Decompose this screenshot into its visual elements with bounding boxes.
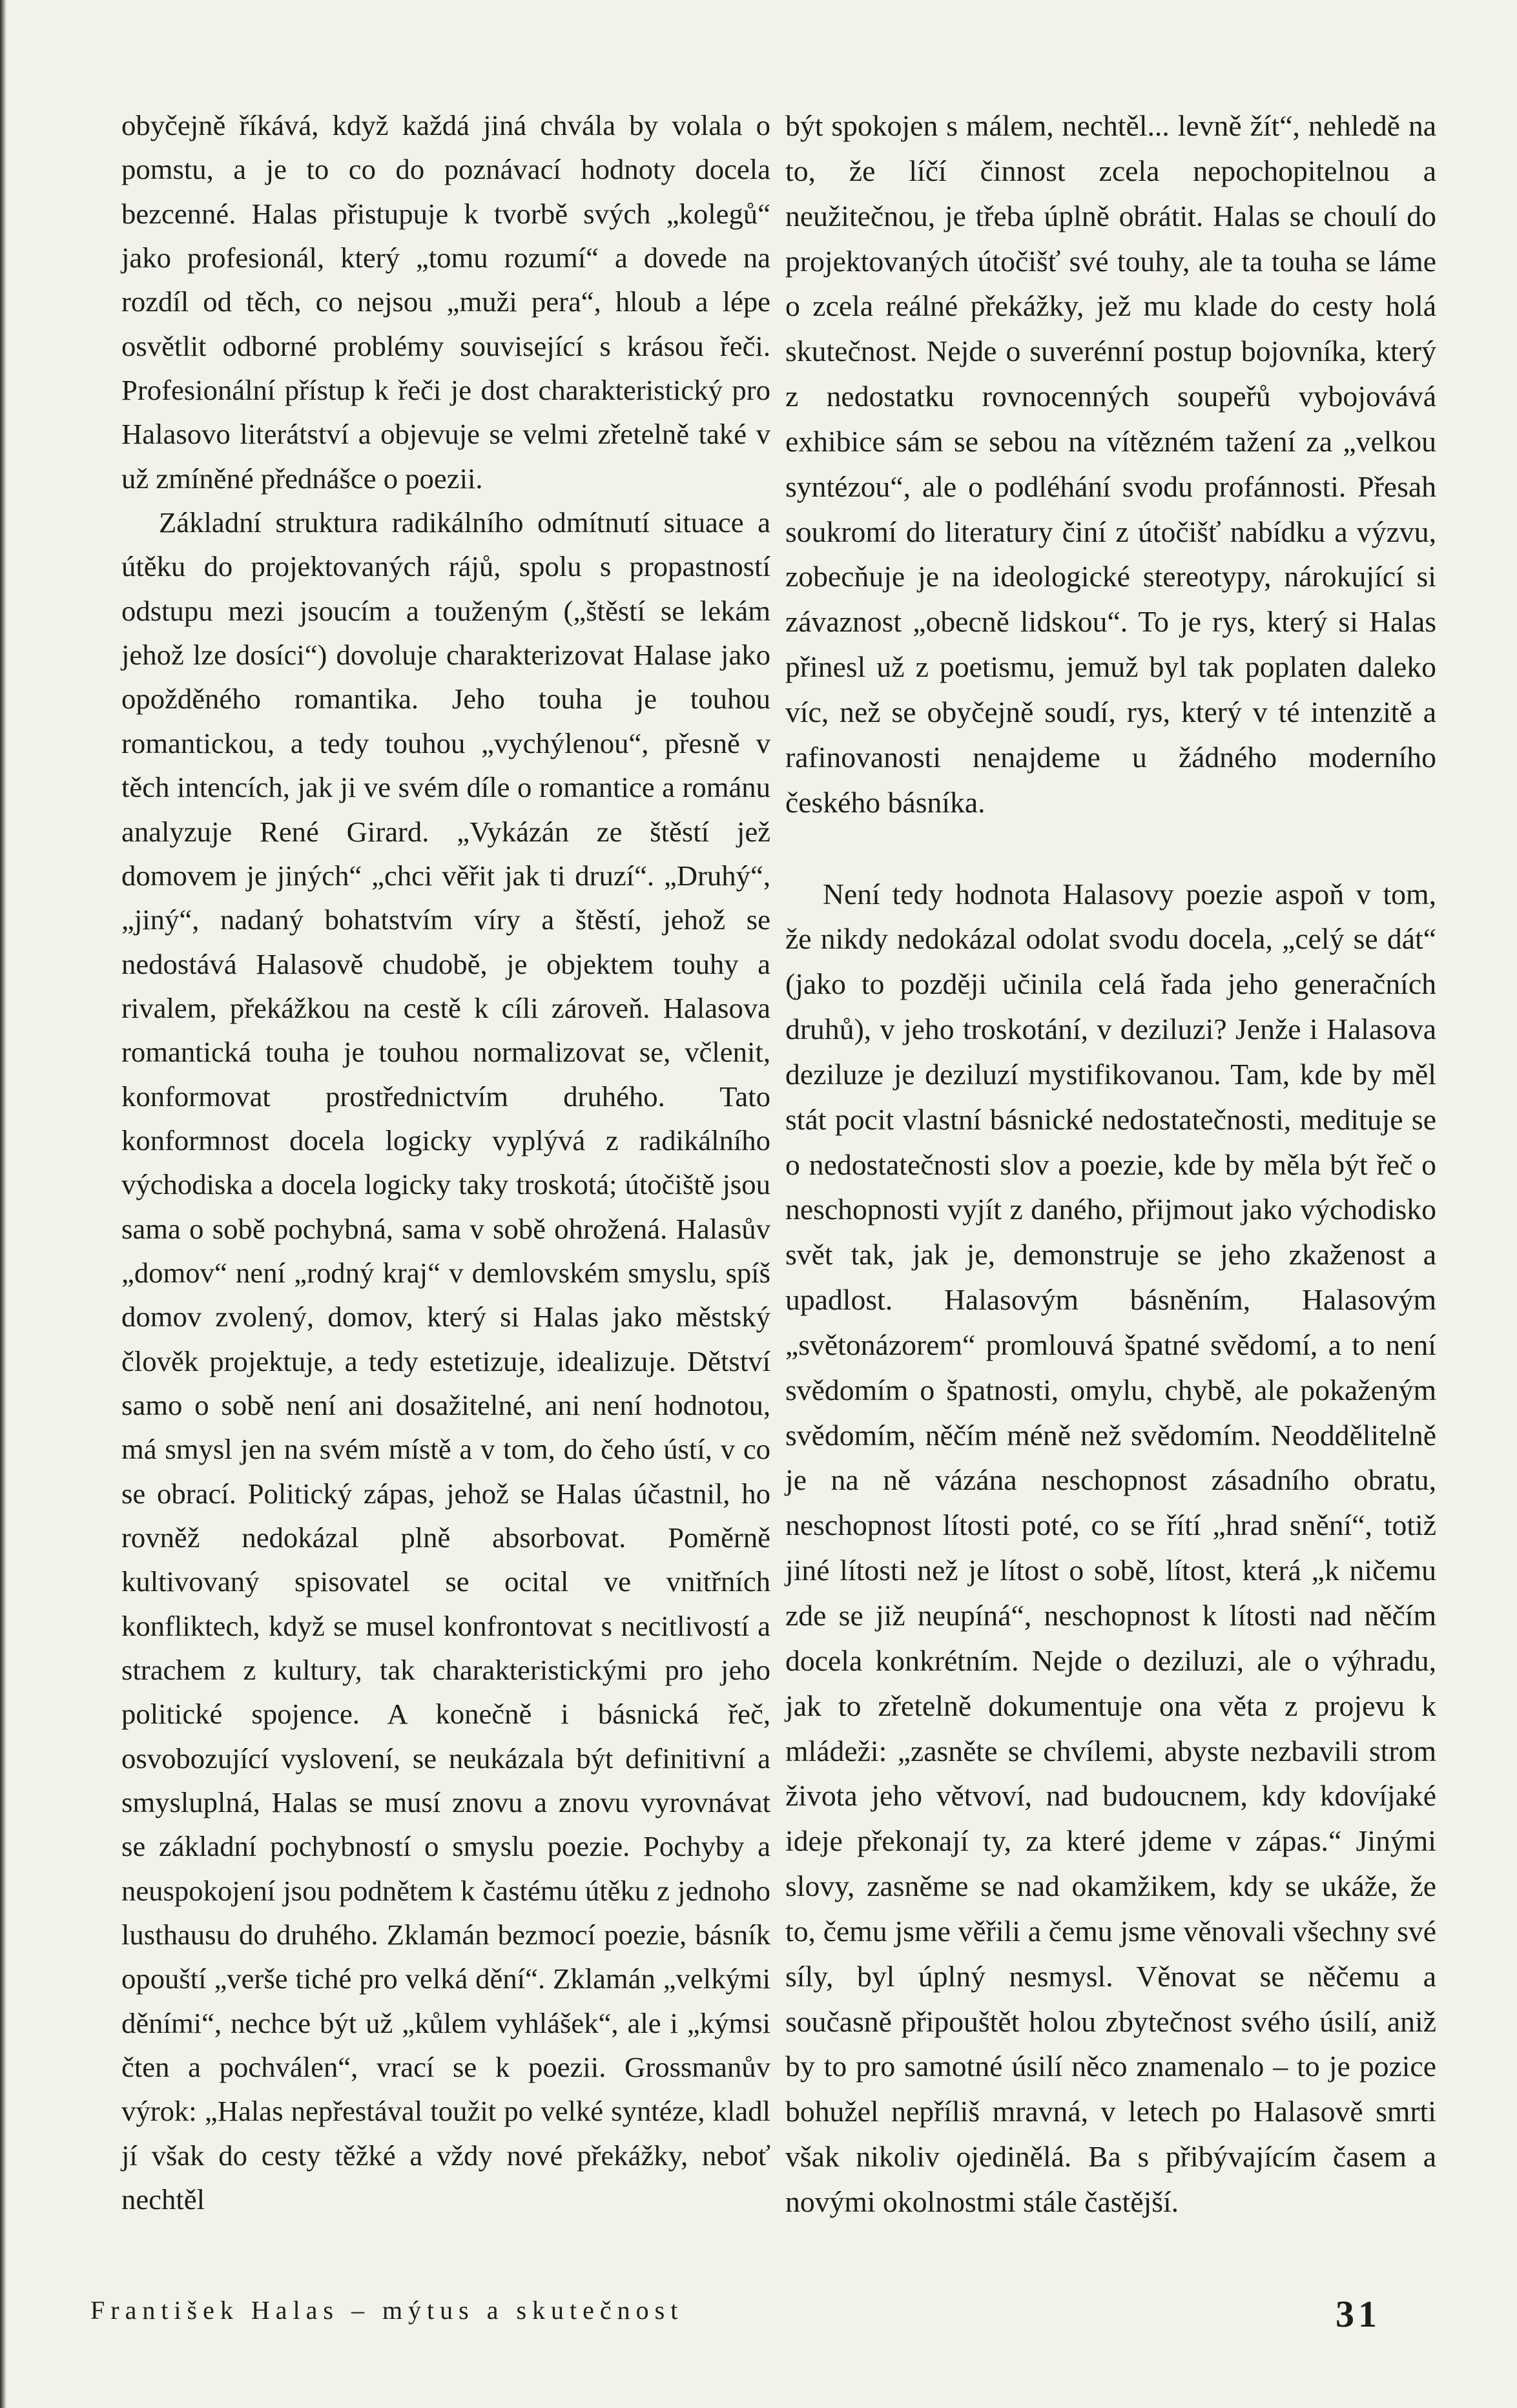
page-number: 31	[1336, 2293, 1381, 2335]
left-text-column	[121, 103, 770, 2222]
right-paragraph-2: Není tedy hodnota Halasovy poezie aspoň v tom, že nikdy nedokázal odolat svodu docela, „celý se dát“ (jako to později učinila celá řada jeho generačních druhů), v jeho troskotání, v deziluzi? Jenže i Halasova deziluze je deziluzí mystifikovanou. Tam, kde by měl stát pocit vlastní básnické nedostatečnosti, meditujе se o nedostatečnosti slov a poezie, kde by měla být řeč o neschopnosti vyjít z daného, přijmout jako východisko svět tak, jak je, demonstruje se jeho zkaženost a upadlost. Halasovým básněním, Halasovým „světonázorem“ promlouvá špatné svědomí, a to není svědomím o špatnosti, omylu, chybě, ale pokaženým svědomím, něčím méně než svědomím. Neoddělitelně je na ně vázána neschopnost zásadního obratu, neschopnost lítosti poté, co se řítí „hrad snění“, totiž jiné lítosti než je lítost o sobě, lítost, která „k ničemu zde se již neupíná“, neschopnost k lítosti nad něčím docela konkrétním. Nejde o deziluzi, ale o výhradu, jak to zřetelně dokumentuje ona věta z projevu k mládeži: „zasněte se chvílemi, abyste nezbavili strom života jeho větvoví, nad budoucnem, kdy kdovíjaké ideje překonají ty, za které jdeme v zápas.“ Jinými slovy, zasněme se nad okamžikem, kdy se ukáže, že to, čemu jsme věřili a čemu jsme věnovali všechny své síly, byl úplný nesmysl. Věnovat se něčemu a současně připouštět holou zbytečnost svého úsilí, aniž by to pro samotné úsilí něco znamenalo – to je pozice bohužel nepříliš mravná, v letech po Halasově smrti však nikoliv ojedinělá. Ba s přibývajícím časem a novými okolnostmi stále častější.	[785, 877, 1436, 2218]
right-text-column	[785, 103, 1436, 2225]
right-paragraph-1: být spokojen s málem, nechtěl... levně žít“, nehledě na to, že líčí činnost zcela nepochopitelnou a neužitečnou, je třeba úplně obrátit. Halas se choulí do projektovaných útočišť své touhy, ale ta touha se láme o zcela reálné překážky, jež mu klade do cesty holá skutečnost. Nejde o suverénní postup bojovníka, který z nedostatku rovnocenných soupeřů vybojovává exhibice sám se sebou na vítězném tažení za „velkou syntézou“, ale o podléhání svodu profánnosti. Přesah soukromí do literatury činí z útočišť nabídku a výzvu, zobecňuje je na ideologické stereotypy, nárokující si závaznost „obecně lidskou“. To je rys, který si Halas přinesl už z poetismu, jemuž byl tak poplaten daleko víc, než se obyčejně soudí, rys, který v té intenzitě a rafinovanosti nenajdeme u žádného moderního českého básníka.	[785, 109, 1436, 819]
page-edge-shadow	[0, 0, 6, 2408]
left-paragraph-2: Základní struktura radikálního odmítnutí situace a útěku do projektovaných rájů, spolu s propastností odstupu mezi jsoucím a touženým („štěstí se lekám jehož lze dosíci“) dovoluje charakterizovat Halase jako opožděného romantika. Jeho touha je touhou romantickou, a tedy touhou „vychýlenou“, přesně v těch intencích, jak ji ve svém díle o romantice a románu analyzuje René Girard. „Vykázán ze štěstí jež domovem je jiných“ „chci věřit jak ti druzí“. „Druhý“, „jiný“, nadaný bohatstvím víry a štěstí, jehož se nedostává Halasově chudobě, je objektem touhy a rivalem, překážkou na cestě k cíli zároveň. Halasova romantická touha je touhou normalizovat se, včlenit, konformovat prostřednictvím druhého. Tato konformnost docela logicky vyplývá z radikálního východiska a docela logicky taky troskotá; útočiště jsou sama o sobě pochybná, sama v sobě ohrožená. Halasův „domov“ není „rodný kraj“ v demlovském smyslu, spíš domov zvolený, domov, který si Halas jako městský člověk projektuje, a tedy estetizuje, idealizuje. Dětství samo o sobě není ani dosažitelné, ani není hodnotou, má smysl jen na svém místě a v tom, do čeho ústí, v co se obrací. Politický zápas, jehož se Halas účastnil, ho rovněž nedokázal plně absorbovat. Poměrně kultivovaný spisovatel se ocital ve vnitřních konfliktech, když se musel konfrontovat s necitlivostí a strachem z kultury, tak charakteristickými pro jeho politické spojence. A konečně i básnická řeč, osvobozující vyslovení, se neukázala být definitivní a smysluplná, Halas se musí znovu a znovu vyrovnávat se základní pochybností o smyslu poezie. Pochyby a neuspokojení jsou podnětem k častému útěku z jednoho lusthausu do druhého. Zklamán bezmocí poezie, básník opouští „verše tiché pro velká dění“. Zklamán „velkými děními“, nechce být už „kůlem vyhlášek“, ale i „kýmsi čten a pochválen“, vrací se k poezii. Grossmanův výrok: „Halas nepřestával toužit po velké syntéze, kladl jí však do cesty těžké a vždy nové překážky, neboť nechtěl	[121, 506, 770, 2216]
running-footer-title: František Halas – mýtus a skutečnost	[90, 2296, 684, 2325]
left-paragraph-1: obyčejně říkává, když každá jiná chvála by volala o pomstu, a je to co do poznávací hodnoty docela bezcenné. Halas přistupuje k tvorbě svých „kolegů“ jako profesionál, který „tomu rozumí“ a dovede na rozdíl od těch, co nejsou „muži pera“, hloub a lépe osvětlit odborné problémy související s krásou řeči. Profesionální přístup k řeči je dost charakteristický pro Halasovo literátství a objevuje se velmi zřetelně také v už zmíněné přednášce o poezii.	[121, 109, 770, 495]
